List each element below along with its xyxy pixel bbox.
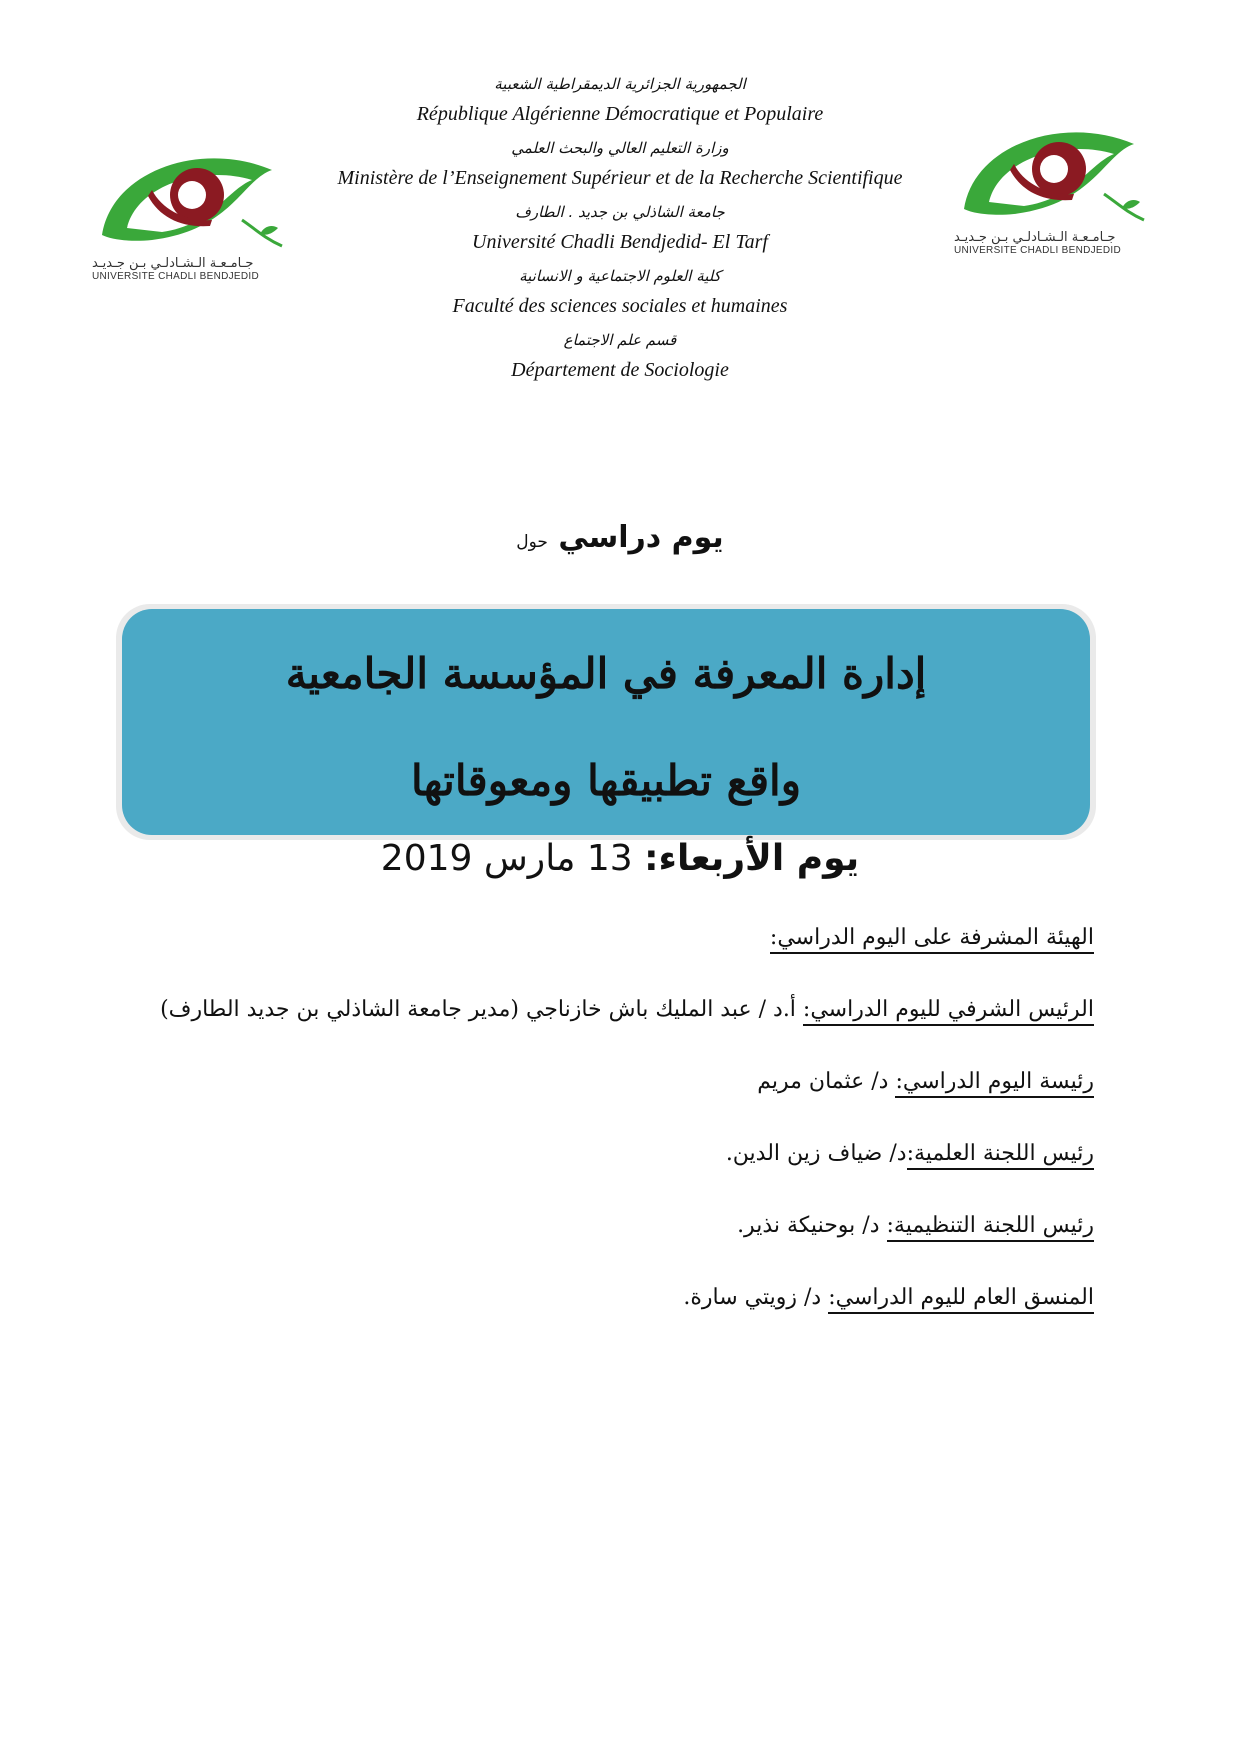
member-role: رئيس اللجنة العلمية: <box>907 1141 1094 1170</box>
member-name: د/ بوحنيكة نذير. <box>737 1213 887 1238</box>
list-item <box>94 1285 1094 1357</box>
list-item <box>94 1213 1094 1285</box>
member-name: د/ عثمان مريم <box>757 1069 896 1094</box>
event-title: إدارة المعرفة في المؤسسة الجامعية <box>285 649 927 698</box>
member-name: أ.د / عبد المليك باش خازناجي (مدير جامعة الشاذلي بن جديد الطارف) <box>160 997 803 1022</box>
document-header <box>320 74 920 394</box>
member-role: رئيسة اليوم الدراسي: <box>895 1069 1094 1098</box>
title-box <box>122 609 1090 835</box>
study-day-text: يوم دراسي <box>558 520 724 555</box>
logo-caption-fr: UNIVERSITE CHADLI BENDJEDID <box>954 245 1122 256</box>
committee-heading-row <box>94 925 1094 997</box>
university-ar: جامعة الشاذلي بن جديد . الطارف <box>515 203 725 221</box>
date-value: 13 مارس 2019 <box>380 838 633 879</box>
ministry-fr: Ministère de l’Enseignement Supérieur et de la Recherche Scientifique <box>337 167 903 189</box>
department-fr: Département de Sociologie <box>511 359 729 381</box>
logo-caption-fr: UNIVERSITE CHADLI BENDJEDID <box>92 271 260 282</box>
member-role: رئيس اللجنة التنظيمية: <box>887 1213 1095 1242</box>
study-day-label <box>420 520 820 555</box>
republic-ar: الجمهورية الجزائرية الديمقراطية الشعبية <box>494 75 746 93</box>
faculty-ar: كلية العلوم الاجتماعية و الانسانية <box>519 267 721 285</box>
university-logo-left <box>92 140 292 300</box>
member-role: الرئيس الشرفي لليوم الدراسي: <box>803 997 1094 1026</box>
member-name: د/ ضياف زين الدين. <box>725 1141 907 1166</box>
department-ar: قسم علم الاجتماع <box>563 331 677 349</box>
date-day-label: يوم الأربعاء: <box>644 838 860 879</box>
university-fr: Université Chadli Bendjedid- El Tarf <box>472 231 768 253</box>
leaf-logo-icon <box>92 140 292 260</box>
republic-fr: République Algérienne Démocratique et Populaire <box>416 103 824 125</box>
member-role: المنسق العام لليوم الدراسي: <box>828 1285 1094 1314</box>
logo-caption-ar: جـامـعـة الـشـادلـي بـن جـديـد <box>954 230 1116 245</box>
member-name: د/ زويتي سارة. <box>683 1285 829 1310</box>
committee-heading: الهيئة المشرفة على اليوم الدراسي: <box>770 925 1094 954</box>
ministry-ar: وزارة التعليم العالي والبحث العلمي <box>511 139 729 157</box>
faculty-fr: Faculté des sciences sociales et humaines <box>452 295 788 317</box>
about-text: حول <box>516 532 548 552</box>
list-item <box>94 1069 1094 1141</box>
logo-caption-ar: جـامـعـة الـشـادلـي بـن جـديـد <box>92 256 254 271</box>
committee-list <box>94 925 1094 1357</box>
list-item <box>94 1141 1094 1213</box>
list-item <box>94 997 1094 1069</box>
leaf-logo-icon <box>954 114 1154 234</box>
event-date <box>320 838 920 879</box>
event-subtitle: واقع تطبيقها ومعوقاتها <box>411 756 801 805</box>
university-logo-right <box>954 114 1154 274</box>
